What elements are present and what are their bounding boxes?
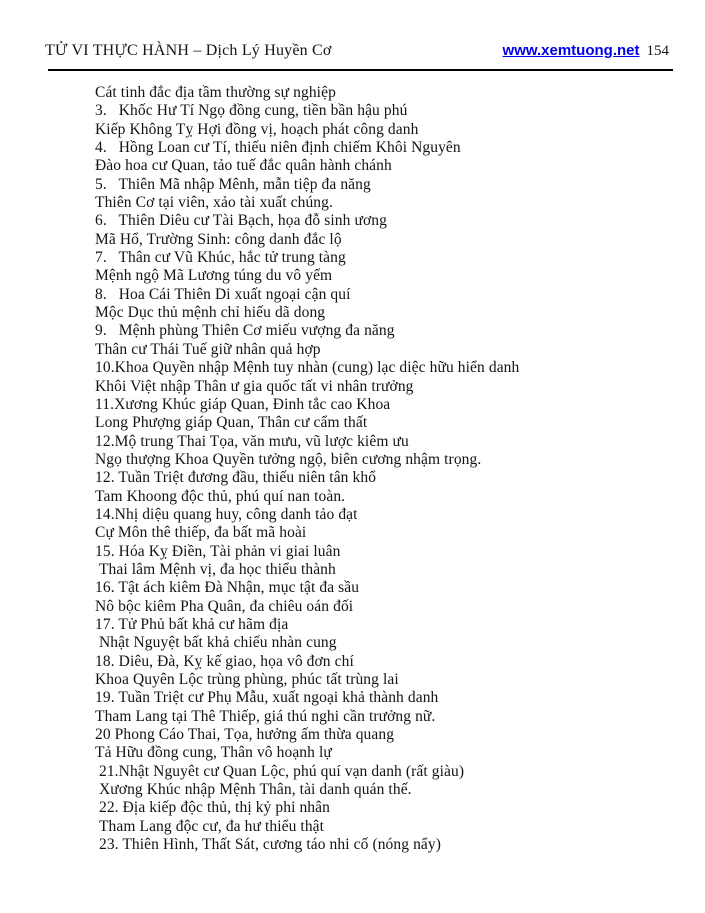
page-number: 154 (646, 43, 669, 59)
text-line: Long Phượng giáp Quan, Thân cư cẩm thất (95, 414, 368, 432)
text-line: 9. Mệnh phùng Thiên Cơ miếu vượng đa năng (95, 322, 395, 340)
header-right (503, 42, 669, 60)
text-line: 20 Phong Cáo Thai, Tọa, hưởng ấm thừa quang (95, 726, 395, 744)
website-link[interactable]: www.xemtuong.net (502, 42, 640, 59)
text-line: 14.Nhị diệu quang huy, công danh tảo đạt (95, 505, 358, 523)
text-line: 16. Tật ách kiêm Đà Nhận, mục tật đa sầu (95, 579, 360, 597)
text-line: Thân cư Thái Tuế giữ nhân quả hợp (95, 340, 321, 358)
text-line: Khoa Quyên Lộc trùng phùng, phúc tất trùng lai (95, 671, 399, 688)
text-line: Đào hoa cư Quan, tảo tuế đắc quân hành chánh (95, 157, 392, 175)
text-line: Tam Khoong độc thủ, phú quí nan toàn. (95, 487, 346, 505)
text-line: Nô bộc kiêm Pha Quân, đa chiêu oán đối (95, 597, 354, 615)
text-line: Ngọ thượng Khoa Quyền tưởng ngộ, biên cương nhậm trọng. (95, 450, 482, 468)
text-line: 3. Khốc Hư Tí Ngọ đồng cung, tiền bần hậu phú (95, 102, 408, 120)
document-title: TỬ VI THỰC HÀNH – Dịch Lý Huyền Cơ (45, 42, 332, 59)
text-line: Tả Hữu đồng cung, Thân vô hoạnh lự (95, 744, 332, 762)
text-line: 23. Thiên Hình, Thất Sát, cương táo nhi cố (nóng nẩy) (95, 836, 442, 854)
text-line: Xương Khúc nhập Mệnh Thân, tài danh quán thế. (95, 781, 412, 799)
text-line: 22. Địa kiếp độc thủ, thị kỷ phi nhân (95, 799, 330, 817)
text-line: 19. Tuần Triệt cư Phụ Mẫu, xuất ngoại khả thành danh (95, 689, 439, 707)
text-line: Mệnh ngộ Mã Lương túng du vô yếm (95, 267, 333, 285)
text-line: 18. Diêu, Đà, Kỵ kế giao, họa vô đơn chí (95, 652, 354, 670)
text-line: 7. Thân cư Vũ Khúc, hắc tử trung tàng (95, 249, 346, 267)
text-body (95, 84, 675, 854)
text-line: 4. Hồng Loan cư Tí, thiếu niên định chiếm Khôi Nguyên (95, 139, 461, 157)
text-line: Tham Lang độc cư, đa hư thiểu thật (95, 817, 325, 835)
text-line: Mã Hổ, Trường Sinh: công danh đắc lộ (95, 230, 342, 248)
text-line: 12. Tuần Triệt đương đầu, thiếu niên tân khổ (95, 469, 377, 487)
text-line: 8. Hoa Cái Thiên Di xuất ngoại cận quí (95, 285, 351, 303)
text-line: Mộc Dục thủ mệnh chỉ hiếu dã dong (95, 304, 326, 322)
text-line: 15. Hóa Kỵ Điền, Tài phản vi giai luân (95, 542, 341, 560)
header-divider (48, 69, 673, 71)
text-line: 12.Mộ trung Thai Tọa, văn mưu, vũ lược kiêm ưu (95, 432, 409, 450)
text-line: Cát tinh đắc địa tầm thường sự nghiệp (95, 84, 336, 101)
text-line: 10.Khoa Quyền nhập Mệnh tuy nhàn (cung) lạc diệc hữu hiển danh (95, 359, 520, 377)
text-line: 21.Nhật Nguyêt cư Quan Lộc, phú quí vạn danh (rất giàu) (95, 762, 465, 780)
page-header (0, 0, 705, 60)
text-line: Kiếp Không Tỵ Hợi đồng vị, hoạch phát công danh (95, 120, 419, 138)
text-line: 17. Tử Phủ bất khả cư hãm địa (95, 615, 289, 633)
text-line: Nhật Nguyệt bất khả chiếu nhàn cung (95, 634, 337, 652)
text-line: Thiên Cơ tại viên, xảo tài xuất chúng. (95, 194, 333, 212)
text-line: Cự Môn thê thiếp, đa bất mã hoài (95, 524, 307, 542)
text-line: Thai lâm Mệnh vị, đa học thiểu thành (95, 560, 336, 578)
text-line: 5. Thiên Mã nhập Mênh, mẫn tiệp đa năng (95, 175, 371, 193)
text-line: 11.Xương Khúc giáp Quan, Đinh tắc cao Khoa (95, 395, 391, 413)
text-line: Khôi Việt nhập Thân ư gia quốc tất vi nhân trưởng (95, 377, 414, 395)
text-line: Tham Lang tại Thê Thiếp, giá thú nghi cần trưởng nữ. (95, 707, 436, 725)
text-line: 6. Thiên Diêu cư Tài Bạch, họa đỗ sinh ương (95, 212, 387, 230)
